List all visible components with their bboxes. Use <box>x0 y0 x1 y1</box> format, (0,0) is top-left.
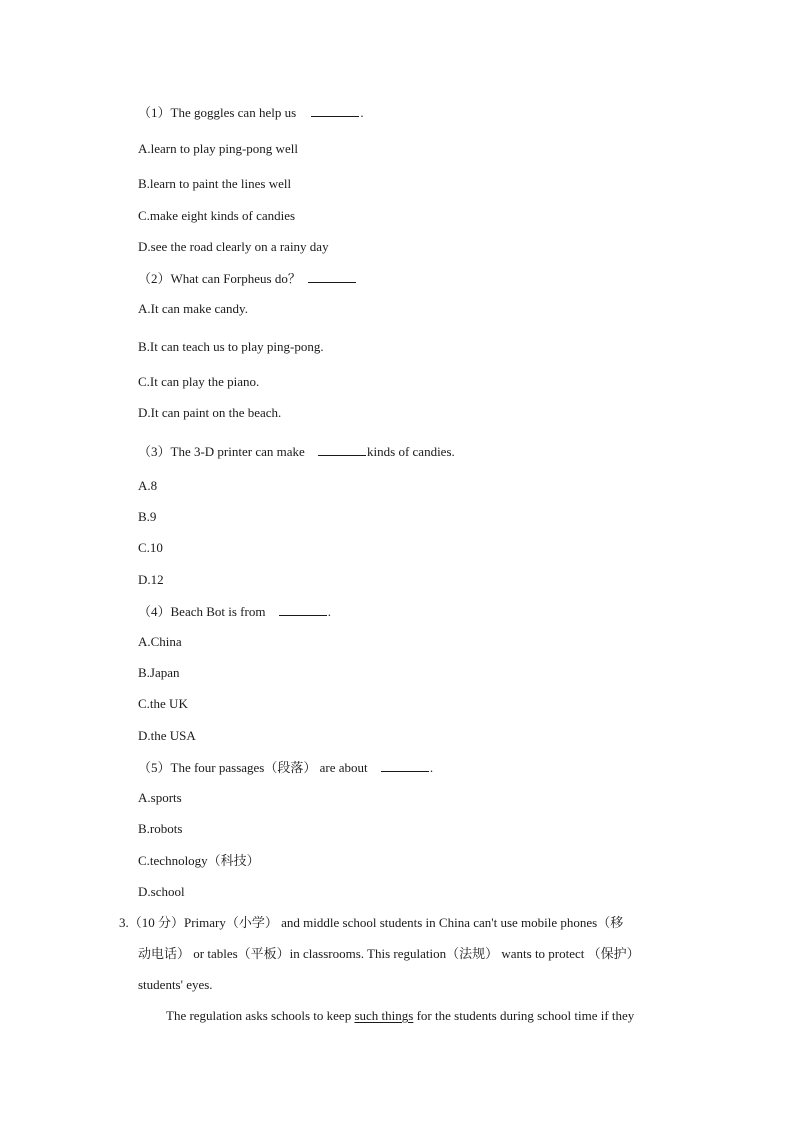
passage-line-1: 3.（10 分）Primary（小学） and middle school students in China can't use mobile phones（移 <box>119 915 624 930</box>
option: B.9 <box>138 509 157 524</box>
question-4-stem <box>138 603 331 620</box>
question-5-end: . <box>429 760 434 775</box>
answer-blank <box>311 104 359 117</box>
option: D.12 <box>138 572 164 587</box>
option: D.It can paint on the beach. <box>138 405 282 420</box>
answer-blank <box>318 443 366 456</box>
question-3-stem <box>138 443 455 460</box>
question-1-end: . <box>360 105 364 120</box>
option: D.see the road clearly on a rainy day <box>138 239 329 254</box>
question-4-text: （4）Beach Bot is from <box>138 604 266 619</box>
question-2-text: （2）What can Forpheus do？ <box>138 271 301 286</box>
option: B.learn to paint the lines well <box>138 176 292 191</box>
option: A.8 <box>138 478 158 493</box>
question-1-stem <box>138 104 364 121</box>
question-5-stem <box>138 759 433 776</box>
underlined-phrase: such things <box>354 1008 414 1023</box>
option: A.China <box>138 634 182 649</box>
question-5-text: （5）The four passages（段落） are about <box>138 760 368 775</box>
option: C.It can play the piano. <box>138 374 260 389</box>
passage-line-4-end: for the students during school time if they <box>413 1008 635 1023</box>
question-2-stem <box>138 270 357 287</box>
option: C.10 <box>138 540 163 555</box>
question-3-text: （3）The 3-D printer can make <box>138 444 305 459</box>
option: D.school <box>138 884 185 899</box>
option: D.the USA <box>138 728 196 743</box>
question-4-end: . <box>327 604 331 619</box>
option: B.robots <box>138 821 183 836</box>
option: A.It can make candy. <box>138 301 248 316</box>
option: C.technology（科技） <box>138 853 260 868</box>
option: C.make eight kinds of candies <box>138 208 296 223</box>
passage-line-2: 动电话） or tables（平板）in classrooms. This regulation（法规） wants to protect （保护） <box>138 946 640 961</box>
passage-line-4-start: The regulation asks schools to keep <box>166 1008 355 1023</box>
passage-line-4 <box>166 1008 634 1024</box>
answer-blank <box>381 759 429 772</box>
answer-blank <box>308 270 356 283</box>
question-3-end: kinds of candies. <box>367 444 455 459</box>
option: A.learn to play ping-pong well <box>138 141 298 156</box>
option: B.It can teach us to play ping-pong. <box>138 339 324 354</box>
option: B.Japan <box>138 665 180 680</box>
option: A.sports <box>138 790 182 805</box>
passage-line-3: students' eyes. <box>138 977 213 992</box>
question-1-text: （1）The goggles can help us <box>138 105 297 120</box>
answer-blank <box>279 603 327 616</box>
option: C.the UK <box>138 696 188 711</box>
